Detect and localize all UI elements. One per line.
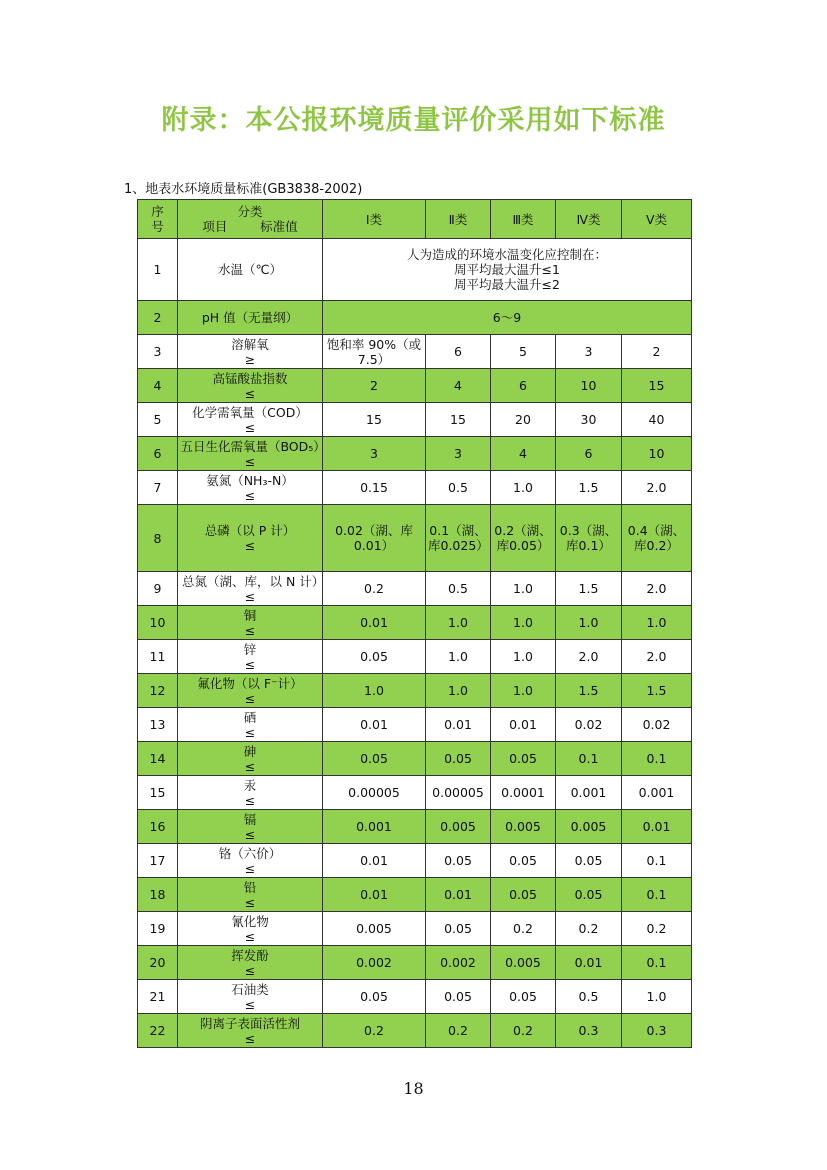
table-header-row: [138, 200, 692, 239]
table-row: [138, 1014, 692, 1048]
class-3-value: 0.0001: [491, 776, 556, 810]
class-5-value: 0.01: [622, 810, 692, 844]
class-4-value: 1.5: [556, 471, 622, 505]
header-class-4: Ⅳ类: [556, 200, 622, 239]
row-number: 6: [138, 437, 178, 471]
item-name: 铅 ≤: [178, 878, 323, 912]
header-seq: 序 号: [138, 200, 178, 239]
class-2-value: 0.005: [426, 810, 491, 844]
header-class-2: Ⅱ类: [426, 200, 491, 239]
class-4-value: 0.005: [556, 810, 622, 844]
table-row: [138, 471, 692, 505]
table-row: [138, 844, 692, 878]
row-number: 21: [138, 980, 178, 1014]
class-4-value: 0.2: [556, 912, 622, 946]
class-2-value: 0.00005: [426, 776, 491, 810]
class-1-value: 0.15: [323, 471, 426, 505]
class-1-value: 0.05: [323, 640, 426, 674]
class-1-value: 0.2: [323, 572, 426, 606]
class-5-value: 0.1: [622, 844, 692, 878]
class-5-value: 15: [622, 369, 692, 403]
class-3-value: 0.05: [491, 742, 556, 776]
item-name: 砷 ≤: [178, 742, 323, 776]
table-row: [138, 776, 692, 810]
class-5-value: 0.4（湖、库0.2）: [622, 505, 692, 572]
class-3-value: 1.0: [491, 640, 556, 674]
table-row: [138, 810, 692, 844]
row-number: 20: [138, 946, 178, 980]
class-5-value: 1.5: [622, 674, 692, 708]
limit-sign: ≤: [244, 622, 256, 638]
class-1-value: 0.005: [323, 912, 426, 946]
class-2-value: 1.0: [426, 606, 491, 640]
row-number: 4: [138, 369, 178, 403]
item-name: 总氮（湖、库，以 N 计）≤: [178, 572, 323, 606]
class-3-value: 1.0: [491, 572, 556, 606]
class-2-value: 1.0: [426, 640, 491, 674]
class-3-value: 1.0: [491, 606, 556, 640]
item-name: 水温（℃）: [178, 239, 323, 301]
item-name: pH 值（无量纲）: [178, 301, 323, 335]
row-number: 14: [138, 742, 178, 776]
class-2-value: 0.05: [426, 912, 491, 946]
class-4-value: 10: [556, 369, 622, 403]
class-4-value: 30: [556, 403, 622, 437]
row-number: 2: [138, 301, 178, 335]
class-3-value: 6: [491, 369, 556, 403]
class-2-value: 0.5: [426, 572, 491, 606]
row-number: 12: [138, 674, 178, 708]
class-1-value: 1.0: [323, 674, 426, 708]
limit-sign: ≤: [244, 826, 256, 842]
page-title: 附录：本公报环境质量评价采用如下标准: [161, 105, 666, 136]
class-5-value: 40: [622, 403, 692, 437]
class-3-value: 1.0: [491, 674, 556, 708]
ph-standard: 6～9: [323, 301, 692, 335]
class-1-value: 0.002: [323, 946, 426, 980]
header-class-1: Ⅰ类: [323, 200, 426, 239]
class-1-value: 0.00005: [323, 776, 426, 810]
water-quality-standard-table: [137, 199, 692, 1048]
class-4-value: 0.05: [556, 878, 622, 912]
table-row: [138, 239, 692, 301]
table-row: [138, 742, 692, 776]
item-name: 锌 ≤: [178, 640, 323, 674]
limit-sign: ≤: [244, 996, 256, 1012]
class-2-value: 1.0: [426, 674, 491, 708]
row-number: 22: [138, 1014, 178, 1048]
item-name: 硒 ≤: [178, 708, 323, 742]
limit-sign: ≥: [244, 351, 256, 367]
row-number: 16: [138, 810, 178, 844]
item-name: 氨氮（NH₃-N） ≤: [178, 471, 323, 505]
row-number: 18: [138, 878, 178, 912]
limit-sign: ≤: [244, 656, 256, 672]
class-3-value: 1.0: [491, 471, 556, 505]
row-number: 7: [138, 471, 178, 505]
class-3-value: 0.05: [491, 878, 556, 912]
row-number: 5: [138, 403, 178, 437]
class-5-value: 0.1: [622, 878, 692, 912]
header-item: 分类 项目 标准值: [178, 200, 323, 239]
class-5-value: 10: [622, 437, 692, 471]
class-2-value: 15: [426, 403, 491, 437]
class-4-value: 0.3（湖、库0.1）: [556, 505, 622, 572]
class-3-value: 0.2: [491, 912, 556, 946]
class-1-value: 0.2: [323, 1014, 426, 1048]
row-number: 19: [138, 912, 178, 946]
water-temp-standard: 人为造成的环境水温变化应控制在： 周平均最大温升≤1 周平均最大温升≤2: [323, 239, 692, 301]
class-3-value: 0.05: [491, 980, 556, 1014]
item-name: 挥发酚 ≤: [178, 946, 323, 980]
class-4-value: 3: [556, 335, 622, 369]
row-number: 15: [138, 776, 178, 810]
page-number: 18: [403, 1079, 424, 1098]
class-4-value: 0.02: [556, 708, 622, 742]
header-class-5: Ⅴ类: [622, 200, 692, 239]
class-4-value: 1.5: [556, 674, 622, 708]
class-5-value: 0.1: [622, 742, 692, 776]
class-2-value: 0.5: [426, 471, 491, 505]
class-5-value: 1.0: [622, 606, 692, 640]
table-row: [138, 505, 692, 572]
class-1-value: 0.001: [323, 810, 426, 844]
class-3-value: 0.005: [491, 946, 556, 980]
class-2-value: 6: [426, 335, 491, 369]
item-name: 镉 ≤: [178, 810, 323, 844]
table-row: [138, 980, 692, 1014]
table-row: [138, 572, 692, 606]
row-number: 17: [138, 844, 178, 878]
class-5-value: 0.001: [622, 776, 692, 810]
class-4-value: 0.001: [556, 776, 622, 810]
class-3-value: 0.05: [491, 844, 556, 878]
table-row: [138, 403, 692, 437]
limit-sign: ≤: [244, 758, 256, 774]
item-name: 阴离子表面活性剂 ≤: [178, 1014, 323, 1048]
class-4-value: 0.5: [556, 980, 622, 1014]
class-2-value: 3: [426, 437, 491, 471]
row-number: 10: [138, 606, 178, 640]
table-row: [138, 437, 692, 471]
class-5-value: 2.0: [622, 471, 692, 505]
class-4-value: 1.0: [556, 606, 622, 640]
limit-sign: ≤: [244, 1030, 256, 1046]
class-4-value: 2.0: [556, 640, 622, 674]
class-4-value: 0.1: [556, 742, 622, 776]
item-name: 氰化物 ≤: [178, 912, 323, 946]
class-5-value: 2.0: [622, 640, 692, 674]
class-2-value: 0.01: [426, 878, 491, 912]
limit-sign: ≤: [244, 419, 256, 435]
limit-sign: ≤: [244, 962, 256, 978]
class-3-value: 0.01: [491, 708, 556, 742]
limit-sign: ≤: [244, 690, 256, 706]
class-5-value: 0.2: [622, 912, 692, 946]
class-2-value: 4: [426, 369, 491, 403]
limit-sign: ≤: [244, 860, 256, 876]
class-1-value: 0.01: [323, 606, 426, 640]
table-row: [138, 369, 692, 403]
limit-sign: ≤: [244, 724, 256, 740]
class-1-value: 0.01: [323, 878, 426, 912]
table-row: [138, 946, 692, 980]
class-1-value: 饱和率 90%（或 7.5）: [323, 335, 426, 369]
item-name: 汞 ≤: [178, 776, 323, 810]
class-5-value: 1.0: [622, 980, 692, 1014]
item-name: 铜 ≤: [178, 606, 323, 640]
limit-sign: ≤: [244, 894, 256, 910]
class-3-value: 5: [491, 335, 556, 369]
table-row: [138, 674, 692, 708]
limit-sign: ≤: [244, 792, 256, 808]
class-5-value: 0.3: [622, 1014, 692, 1048]
item-name: 五日生化需氧量（BOD₅）≤: [178, 437, 323, 471]
item-name: 化学需氧量（COD） ≤: [178, 403, 323, 437]
item-name: 溶解氧 ≥: [178, 335, 323, 369]
class-3-value: 4: [491, 437, 556, 471]
item-name: 铬（六价） ≤: [178, 844, 323, 878]
class-3-value: 0.2（湖、库0.05）: [491, 505, 556, 572]
row-number: 11: [138, 640, 178, 674]
class-2-value: 0.01: [426, 708, 491, 742]
class-1-value: 0.05: [323, 742, 426, 776]
row-number: 9: [138, 572, 178, 606]
class-2-value: 0.2: [426, 1014, 491, 1048]
class-4-value: 0.05: [556, 844, 622, 878]
row-number: 8: [138, 505, 178, 572]
class-1-value: 0.01: [323, 844, 426, 878]
table-row: [138, 878, 692, 912]
class-5-value: 2: [622, 335, 692, 369]
limit-sign: ≤: [244, 385, 256, 401]
table-caption: 1、地表水环境质量标准(GB3838-2002): [124, 182, 363, 197]
class-5-value: 0.02: [622, 708, 692, 742]
limit-sign: ≤: [244, 928, 256, 944]
class-1-value: 2: [323, 369, 426, 403]
class-2-value: 0.05: [426, 742, 491, 776]
class-1-value: 0.01: [323, 708, 426, 742]
class-1-value: 0.02（湖、库 0.01）: [323, 505, 426, 572]
class-5-value: 2.0: [622, 572, 692, 606]
table-row: [138, 640, 692, 674]
table-row: [138, 708, 692, 742]
class-1-value: 0.05: [323, 980, 426, 1014]
class-1-value: 3: [323, 437, 426, 471]
class-4-value: 6: [556, 437, 622, 471]
class-5-value: 0.1: [622, 946, 692, 980]
class-1-value: 15: [323, 403, 426, 437]
item-name: 石油类 ≤: [178, 980, 323, 1014]
row-number: 3: [138, 335, 178, 369]
header-class-3: Ⅲ类: [491, 200, 556, 239]
class-4-value: 0.3: [556, 1014, 622, 1048]
class-2-value: 0.1（湖、库0.025）: [426, 505, 491, 572]
class-2-value: 0.05: [426, 844, 491, 878]
row-number: 13: [138, 708, 178, 742]
table-row: [138, 335, 692, 369]
limit-sign: ≤: [244, 538, 256, 553]
row-number: 1: [138, 239, 178, 301]
class-4-value: 0.01: [556, 946, 622, 980]
table-row: [138, 606, 692, 640]
class-2-value: 0.002: [426, 946, 491, 980]
item-name: 高锰酸盐指数 ≤: [178, 369, 323, 403]
table-row: [138, 301, 692, 335]
class-3-value: 20: [491, 403, 556, 437]
item-name: 氟化物（以 F⁻计） ≤: [178, 674, 323, 708]
class-4-value: 1.5: [556, 572, 622, 606]
class-3-value: 0.2: [491, 1014, 556, 1048]
item-name: 总磷（以 P 计） ≤: [178, 505, 323, 572]
class-3-value: 0.005: [491, 810, 556, 844]
limit-sign: ≤: [244, 487, 256, 503]
table-row: [138, 912, 692, 946]
class-2-value: 0.05: [426, 980, 491, 1014]
